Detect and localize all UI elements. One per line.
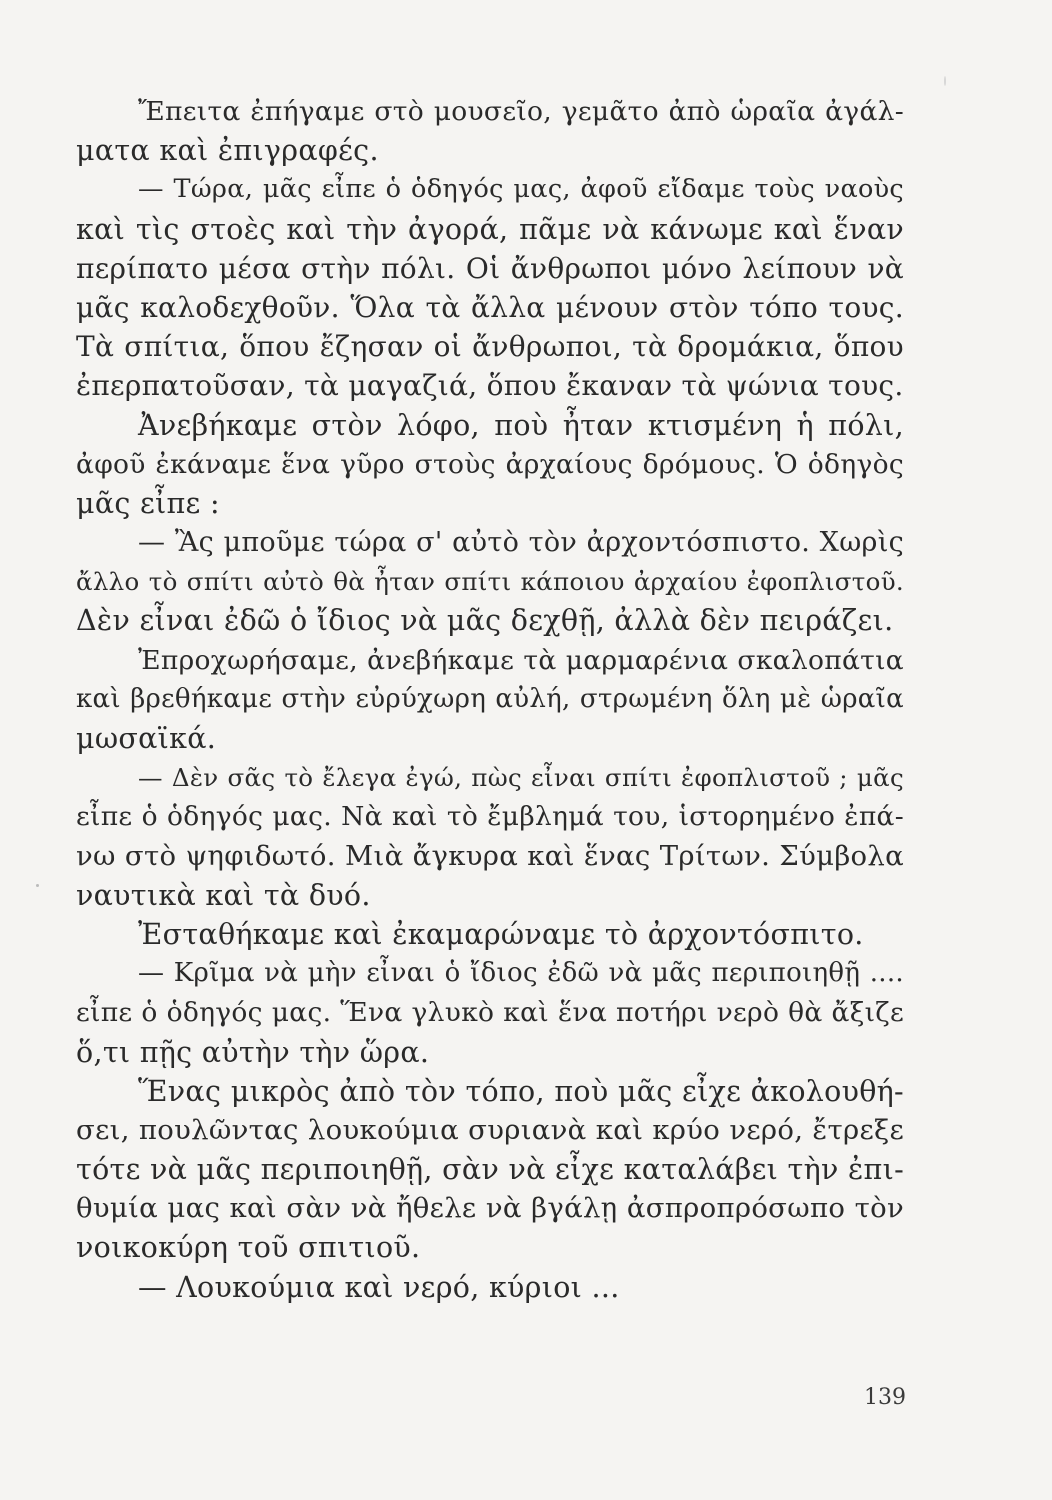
text-line: Τὰ σπίτια, ὅπου ἔζησαν οἱ ἄνθρωποι, τὰ δρομάκια, ὅπου	[76, 330, 904, 364]
text-line: Ἕνας μικρὸς ἀπὸ τὸν τόπο, ποὺ μᾶς εἶχε ἀκολουθή-	[138, 1074, 904, 1108]
text-line: Ἔπειτα ἐπήγαμε στὸ μουσεῖο, γεμᾶτο ἀπὸ ὡραῖα ἀγάλ-	[138, 96, 904, 127]
text-line: εἶπε ὁ ὁδηγός μας. Ἕνα γλυκὸ καὶ ἕνα ποτήρι νερὸ θὰ ἄξιζε	[76, 997, 904, 1029]
page-number: 139	[864, 1385, 906, 1410]
text-line: — Κρῖμα νὰ μὴν εἶναι ὁ ἴδιος ἐδῶ νὰ μᾶς περιποιηθῇ ....	[138, 958, 904, 989]
text-line: καὶ τὶς στοὲς καὶ τὴν ἀγορά, πᾶμε νὰ κάνωμε καὶ ἕναν	[76, 212, 904, 246]
text-line: ἀφοῦ ἐκάναμε ἕνα γῦρο στοὺς ἀρχαίους δρόμους. Ὁ ὁδηγὸς	[76, 448, 904, 480]
text-line: μᾶς καλοδεχθοῦν. Ὅλα τὰ ἄλλα μένουν στὸν τόπο τους.	[76, 290, 904, 324]
text-line: ναυτικὰ καὶ τὰ δυό.	[76, 878, 371, 912]
text-line: — Δὲν σᾶς τὸ ἔλεγα ἐγώ, πὼς εἶναι σπίτι ἐφοπλιστοῦ ; μᾶς	[138, 763, 904, 793]
text-line: Ἀνεβήκαμε στὸν λόφο, ποὺ ἦταν κτισμένη ἡ πόλι,	[138, 408, 904, 442]
text-line: εἶπε ὁ ὁδηγός μας. Νὰ καὶ τὸ ἔμβλημά του, ἱστορημένο ἐπά-	[76, 801, 904, 833]
paper-speck	[36, 884, 39, 887]
text-line: μωσαϊκά.	[76, 722, 217, 755]
text-line: ἄλλο τὸ σπίτι αὐτὸ θὰ ἦταν σπίτι κάποιου ἀρχαίου ἐφοπλιστοῦ.	[76, 567, 904, 597]
text-line: Ἐπροχωρήσαμε, ἀνεβήκαμε τὰ μαρμαρένια σκαλοπάτια	[138, 644, 904, 676]
paper-speck	[944, 76, 946, 86]
text-line: σει, πουλῶντας λουκούμια συριανὰ καὶ κρύο νερό, ἔτρεξε	[76, 1113, 904, 1146]
text-line: — Τώρα, μᾶς εἶπε ὁ ὁδηγός μας, ἀφοῦ εἴδαμε τοὺς ναοὺς	[138, 174, 904, 205]
page-body-text	[76, 92, 904, 1307]
text-line: καὶ βρεθήκαμε στὴν εὐρύχωρη αὐλή, στρωμένη ὅλη μὲ ὡραῖα	[76, 683, 904, 714]
text-line: μᾶς εἶπε :	[76, 486, 220, 520]
text-line: Ἐσταθήκαμε καὶ ἐκαμαρώναμε τὸ ἀρχοντόσπιτο.	[138, 917, 864, 951]
text-line: νοικοκύρη τοῦ σπιτιοῦ.	[76, 1231, 421, 1265]
text-line: νω στὸ ψηφιδωτό. Μιὰ ἄγκυρα καὶ ἕνας Τρίτων. Σύμβολα	[76, 839, 904, 872]
text-line: ἐπερπατοῦσαν, τὰ μαγαζιά, ὅπου ἔκαναν τὰ ψώνια τους.	[76, 369, 904, 403]
text-line: τότε νὰ μᾶς περιποιηθῇ, σὰν νὰ εἶχε καταλάβει τὴν ἐπι-	[76, 1153, 904, 1187]
text-line: Δὲν εἶναι ἐδῶ ὁ ἴδιος νὰ μᾶς δεχθῇ, ἀλλὰ δὲν πειράζει.	[76, 604, 894, 638]
text-line: θυμία μας καὶ σὰν νὰ ἤθελε νὰ βγάλῃ ἀσπροπρόσωπο τὸν	[76, 1192, 904, 1225]
text-line: — Λουκούμια καὶ νερό, κύριοι ...	[138, 1270, 620, 1304]
text-line: ματα καὶ ἐπιγραφές.	[76, 134, 379, 168]
text-line: — Ἂς μποῦμε τώρα σ' αὐτὸ τὸν ἀρχοντόσπιστο. Χωρὶς	[138, 527, 904, 559]
text-line: ὅ,τι πῇς αὐτὴν τὴν ὥρα.	[76, 1035, 430, 1069]
text-line: περίπατο μέσα στὴν πόλι. Οἱ ἄνθρωποι μόνο λείπουν νὰ	[76, 251, 904, 285]
